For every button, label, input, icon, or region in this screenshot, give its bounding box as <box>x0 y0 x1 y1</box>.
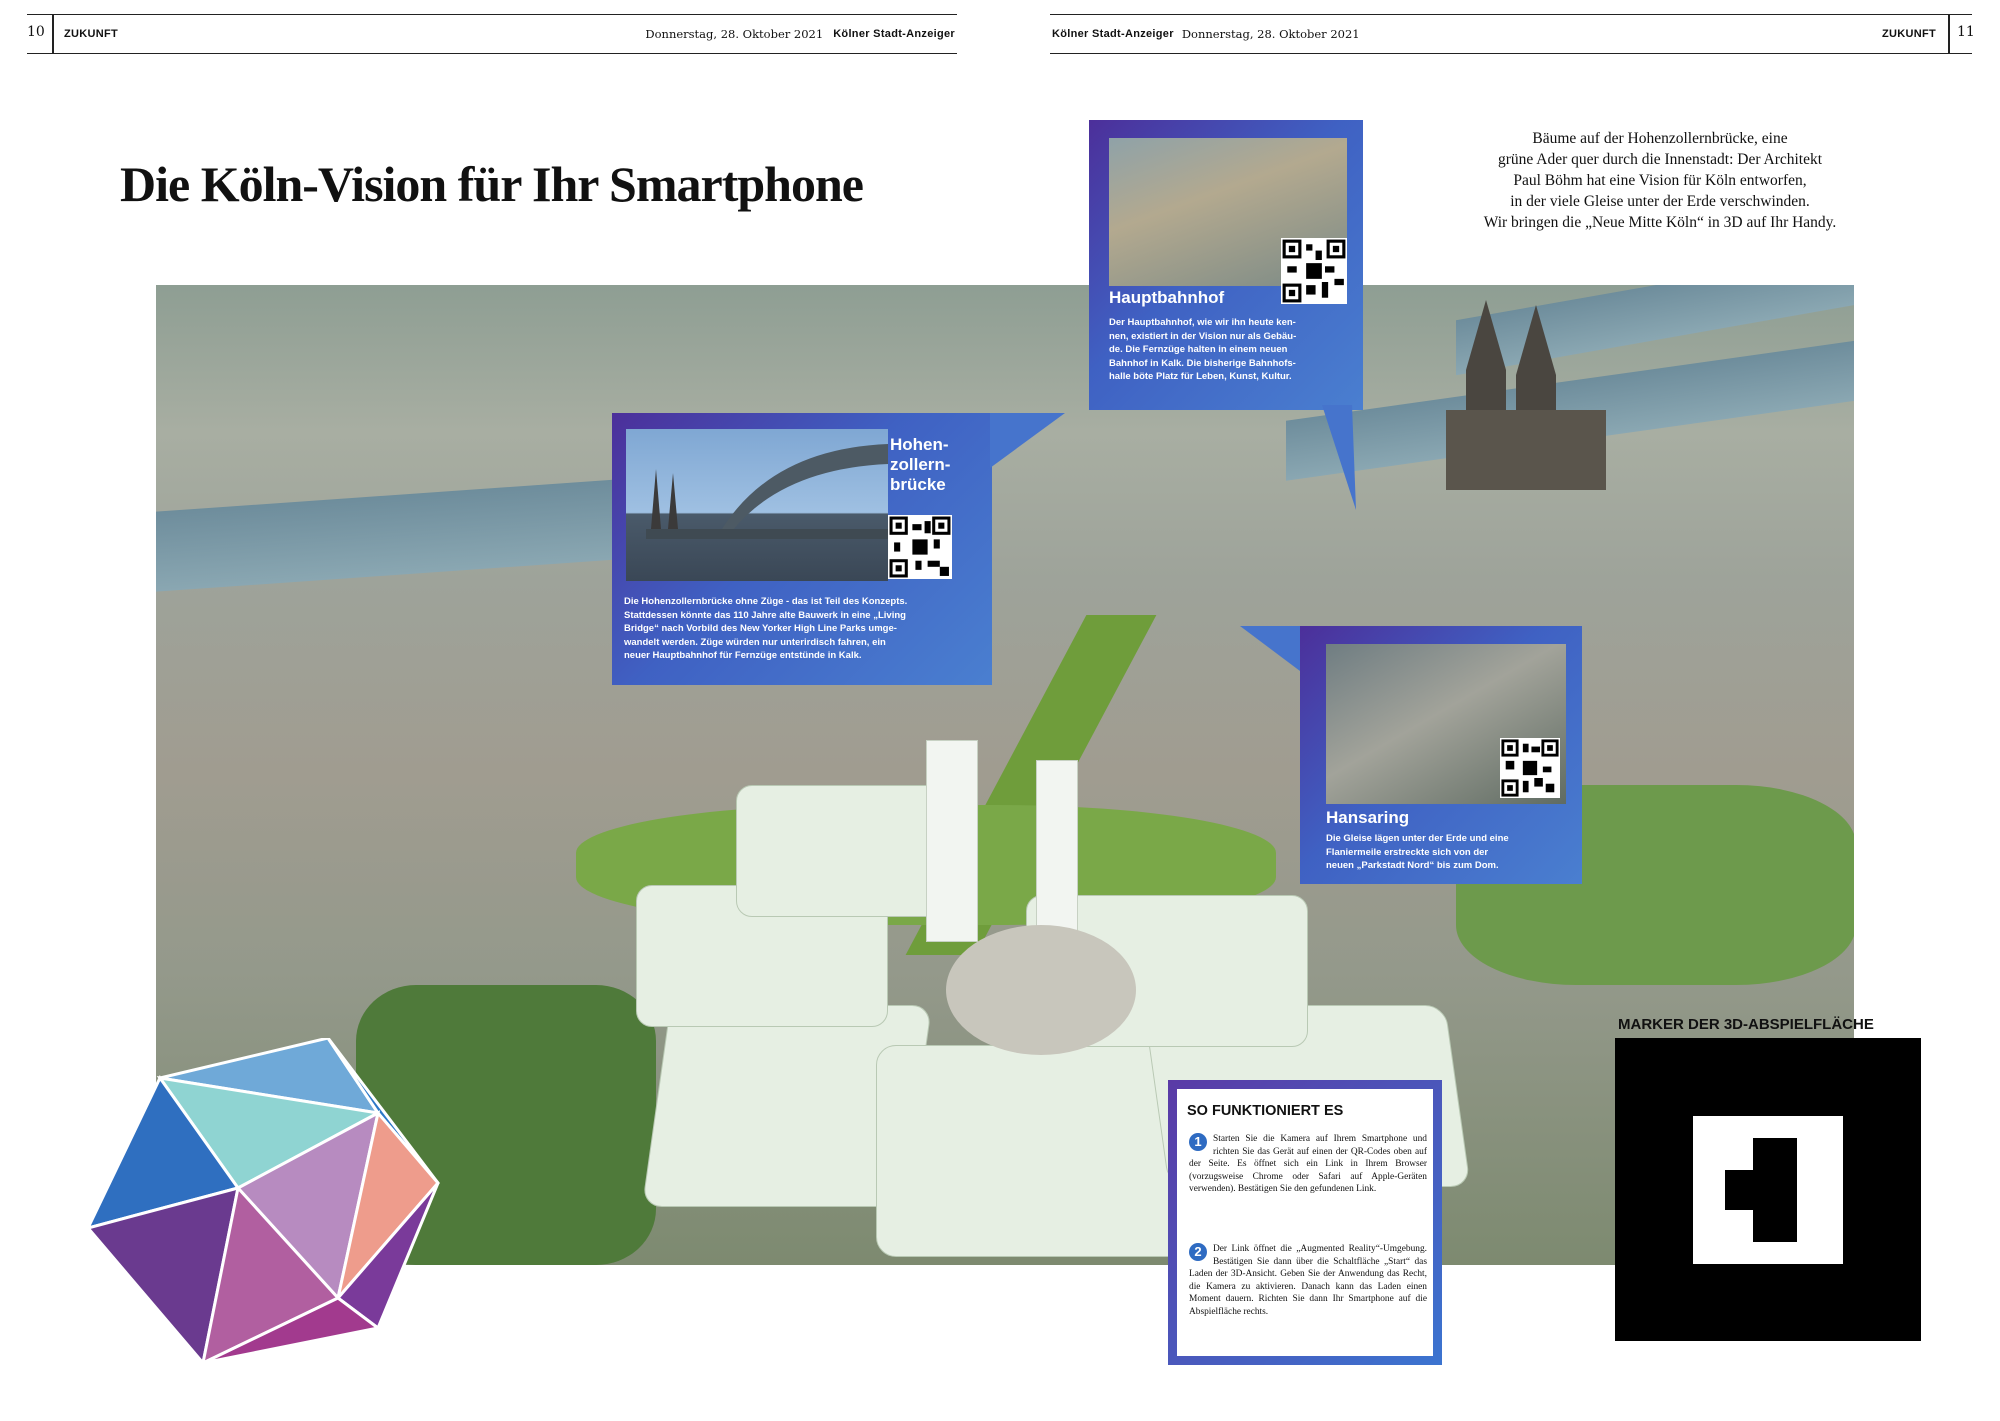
text-line: Bahnhof in Kalk. Die bisherige Bahnhofs- <box>1109 357 1296 369</box>
header-divider <box>1948 14 1950 54</box>
ar-marker[interactable] <box>1615 1038 1921 1341</box>
step-1 <box>1189 1133 1427 1196</box>
how-it-works-title: SO FUNKTIONIERT ES <box>1187 1103 1344 1119</box>
intro-line: Wir bringen die „Neue Mitte Köln“ in 3D auf Ihr Handy. <box>1483 214 1837 231</box>
text-line: Die Hohenzollernbrücke ohne Züge - das ist Teil des Konzepts. <box>624 596 908 607</box>
text-line: neuen „Parkstadt Nord“ bis zum Dom. <box>1326 860 1499 871</box>
info-box-hansaring <box>1300 626 1582 884</box>
header-date: Donnerstag, 28. Oktober 2021 <box>1181 27 1360 41</box>
header-date: Donnerstag, 28. Oktober 2021 <box>645 27 824 41</box>
box-text <box>1109 316 1349 384</box>
callout-pointer <box>990 413 1070 473</box>
qr-code[interactable] <box>1500 738 1560 798</box>
text-line: de. Die Fernzüge halten in einem neuen <box>1109 344 1288 355</box>
title-line: brücke <box>890 475 946 494</box>
box-title <box>890 435 950 495</box>
polyhedron-graphic <box>88 1038 450 1373</box>
page-number-left: 10 <box>27 24 45 40</box>
text-line: wandelt werden. Züge würden nur unterirdisch fahren, ein <box>624 636 886 648</box>
bridge-photo-thumbnail <box>626 429 888 581</box>
text-line: neuer Hauptbahnhof für Fernzüge entstünde in Kalk. <box>624 650 862 661</box>
text-line: Flaniermeile erstreckte sich von der <box>1326 846 1489 858</box>
text-line: halle böte Platz für Leben, Kunst, Kultur. <box>1109 371 1292 382</box>
cathedral-graphic <box>1446 290 1606 490</box>
text-line: Der Hauptbahnhof, wie wir ihn heute ken- <box>1109 317 1296 328</box>
page-number-right: 11 <box>1957 24 1975 40</box>
text-line: nen, existiert in der Vision nur als Gebäu- <box>1109 330 1297 342</box>
info-box-hauptbahnhof <box>1089 120 1363 410</box>
planned-building <box>876 1045 1198 1257</box>
box-text <box>1326 832 1576 873</box>
page-header-right <box>1050 14 1972 54</box>
paper-name: Kölner Stadt-Anzeiger <box>833 28 955 40</box>
title-line: Hohen- <box>890 435 949 454</box>
page-header-left <box>27 14 957 54</box>
step-text: Der Link öffnet die „Augmented Reality“-Umgebung. Bestätigen Sie dann über die Schaltfläche „Start“ das Laden der 3D-Ansicht. Geben Sie der Anwendung das Recht, die Kamera zu aktivieren. Danach kann das Laden einen Moment dauern. Richten Sie dann Ihr Smartphone auf die Abspielfläche rechts. <box>1189 1244 1427 1317</box>
box-title: Hansaring <box>1326 808 1410 827</box>
callout-pointer <box>1240 626 1300 676</box>
step-number: 2 <box>1189 1243 1207 1261</box>
bridge-graphic <box>626 429 888 581</box>
info-box-hohenzollernbruecke <box>612 413 992 685</box>
intro-line: in der viele Gleise unter der Erde verschwinden. <box>1510 193 1810 210</box>
section-label: ZUKUNFT <box>64 28 119 40</box>
marker-label: MARKER DER 3D-ABSPIELFLÄCHE <box>1618 1016 1874 1033</box>
headline: Die Köln-Vision für Ihr Smartphone <box>120 156 863 212</box>
central-plaza <box>946 925 1136 1055</box>
callout-pointer <box>1322 405 1358 515</box>
qr-code[interactable] <box>888 515 952 579</box>
text-line: Stattdessen könnte das 110 Jahre alte Bauwerk in eine „Living <box>624 609 906 621</box>
marker-shape <box>1753 1138 1797 1242</box>
planned-tower <box>926 740 978 942</box>
text-line: Die Gleise lägen unter der Erde und eine <box>1326 833 1509 844</box>
how-it-works-panel <box>1177 1089 1433 1356</box>
marker-shape <box>1725 1170 1755 1210</box>
how-it-works-box <box>1168 1080 1442 1365</box>
step-text: Starten Sie die Kamera auf Ihrem Smartphone und richten Sie das Gerät auf einen der QR-Codes oben auf der Seite. Es öffnet sich ein Link in Ihrem Browser (vorzugsweise Chrome oder Safari auf Apple-Geräten verwenden). Bestätigen Sie den gefundenen Link. <box>1189 1134 1427 1194</box>
title-line: zollern- <box>890 455 951 474</box>
box-title: Hauptbahnhof <box>1109 288 1225 307</box>
section-label: ZUKUNFT <box>1881 28 1936 40</box>
qr-code[interactable] <box>1281 238 1347 304</box>
intro-text <box>1430 128 1890 233</box>
text-line: Bridge“ nach Vorbild des New Yorker High Line Parks umge- <box>624 623 897 634</box>
intro-line: Bäume auf der Hohenzollernbrücke, eine <box>1532 130 1788 147</box>
intro-line: Paul Böhm hat eine Vision für Köln entworfen, <box>1513 172 1807 189</box>
step-number: 1 <box>1189 1133 1207 1151</box>
step-2 <box>1189 1243 1427 1318</box>
paper-name: Kölner Stadt-Anzeiger <box>1052 28 1174 40</box>
box-text <box>624 595 984 663</box>
intro-line: grüne Ader quer durch die Innenstadt: Der Architekt <box>1497 151 1823 168</box>
